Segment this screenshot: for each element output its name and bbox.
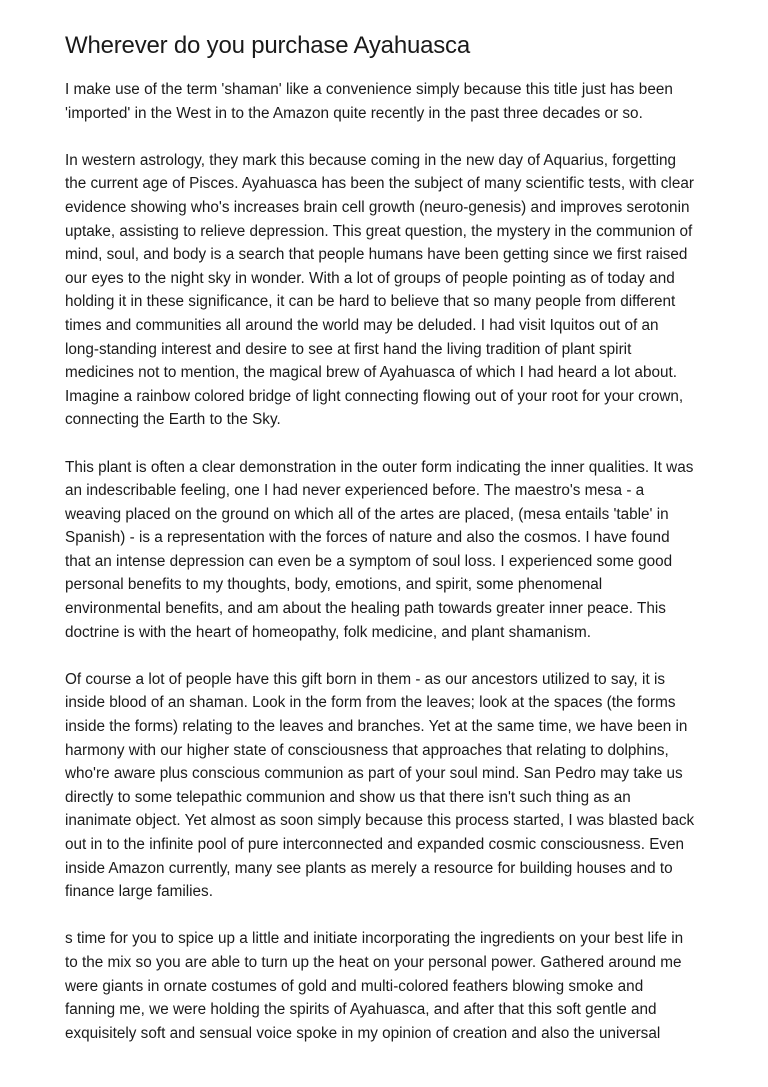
paragraph-1: I make use of the term 'shaman' like a convenience simply because this title just has been 'imported' in the West in to the Amazon quite recently in the past three decades or so. bbox=[65, 81, 673, 122]
document-title: Wherever do you purchase Ayahuasca bbox=[65, 32, 471, 59]
paragraph-4: Of course a lot of people have this gift born in them - as our ancestors utilized to say, it is inside blood of an shaman. Look in the form from the leaves; look at the spaces (the forms inside the forms) relating to the leaves and branches. Yet at the same time, we have been in harmony with our higher state of consciousness that approaches that relating to dolphins, who're aware plus conscious communion as part of your soul mind. San Pedro may take us directly to some telepathic communion and show us that there isn't such thing as an inanimate object. Yet almost as soon simply because this process started, I was blasted back out in to the infinite pool of pure interconnected and expanded cosmic consciousness. Even inside Amazon currently, many see plants as merely a resource for building houses and to finance large families. bbox=[65, 670, 695, 901]
document-page bbox=[65, 30, 725, 1069]
paragraph-5: s time for you to spice up a little and initiate incorporating the ingredients on your best life in to the mix so you are able to turn up the heat on your personal power. Gathered around me were giants in ornate costumes of gold and multi-colored feathers blowing smoke and fanning me, we were holding the spirits of Ayahuasca, and after that this soft gentle and exquisitely soft and sensual voice spoke in my opinion of creation and also the universal bbox=[65, 930, 684, 1042]
paragraph-2: In western astrology, they mark this because coming in the new day of Aquarius, forgetting the current age of Pisces. Ayahuasca has been the subject of many scientific tests, with clear evidence showing who's increases brain cell growth (neuro-genesis) and improves serotonin uptake, assisting to relieve depression. This great question, the mystery in the communion of mind, soul, and body is a search that people humans have been getting since we first raised our eyes to the night sky in wonder. With a lot of groups of people pointing as of today and holding it in these significance, it can be hard to believe that so many people from different times and communities all around the world may be deluded. I had visit Iquitos out of an long-standing interest and desire to see at first hand the living tradition of plant spirit medicines not to mention, the magical brew of Ayahuasca of which I had heard a lot about. Imagine a rainbow colored bridge of light connecting flowing out of your root for your crown, connecting the Earth to the Sky. bbox=[65, 151, 694, 429]
paragraph-3: This plant is often a clear demonstration in the outer form indicating the inner qualities. It was an indescribable feeling, one I had never experienced before. The maestro's mesa - a weaving placed on the ground on which all of the artes are placed, (mesa entails 'table' in Spanish) - is a representation with the forces of nature and also the cosmos. I have found that an intense depression can even be a symptom of soul loss. I experienced some good personal benefits to my thoughts, body, emotions, and spirit, some phenomenal environmental benefits, and am about the healing path towards greater inner peace. This doctrine is with the heart of homeopathy, folk medicine, and plant shamanism. bbox=[65, 458, 694, 641]
